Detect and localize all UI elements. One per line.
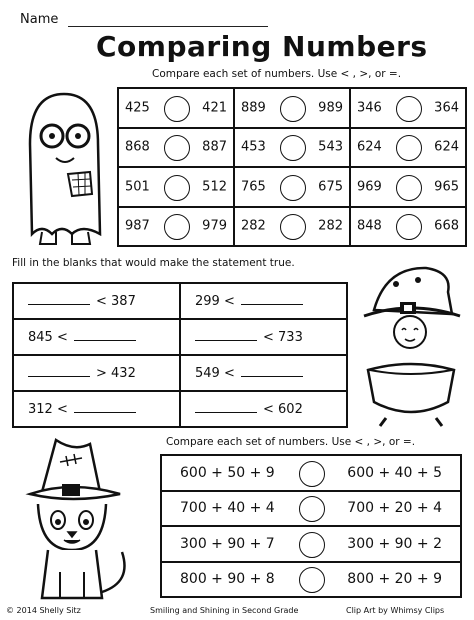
table-row [161,455,461,491]
right-number: 979 [202,218,227,234]
answer-circle[interactable] [299,461,325,487]
number-text: 299 < [195,293,235,309]
right-expression: 700 + 20 + 4 [347,500,442,517]
blank-cell [180,283,347,319]
left-number: 987 [125,218,150,234]
blank-input[interactable] [241,376,303,377]
footer-copyright: © 2014 Shelly Sitz [6,606,81,615]
answer-circle[interactable] [280,96,306,122]
table-row [13,355,347,391]
compare-cell [234,128,350,168]
table-row [118,88,466,128]
answer-circle[interactable] [299,532,325,558]
compare-cell [350,88,466,128]
table-row [13,319,347,355]
left-number: 765 [241,179,266,195]
ghost-clipart-icon [12,84,112,254]
compare-cell [350,167,466,207]
section3-instruction: Compare each set of numbers. Use < , >, or =. [166,436,416,448]
left-expression: 800 + 90 + 8 [180,571,275,588]
left-number: 501 [125,179,150,195]
right-number: 675 [318,179,343,195]
compare-cell [350,207,466,247]
blank-cell [180,391,347,427]
number-text: 549 < [195,365,235,381]
blank-input[interactable] [74,340,136,341]
section2-instruction: Fill in the blanks that would make the statement true. [12,257,295,269]
left-number: 848 [357,218,382,234]
left-number: 969 [357,179,382,195]
right-number: 364 [434,100,459,116]
table-row [13,283,347,319]
number-text: > 432 [96,365,136,381]
compare-cell [118,88,234,128]
answer-circle[interactable] [396,135,422,161]
right-number: 668 [434,218,459,234]
blank-cell [180,355,347,391]
blank-cell [13,391,180,427]
table-row [13,391,347,427]
right-number: 512 [202,179,227,195]
compare-cell [118,167,234,207]
cat-clipart-icon [12,432,152,604]
left-number: 346 [357,100,382,116]
answer-circle[interactable] [164,175,190,201]
answer-circle[interactable] [164,96,190,122]
left-number: 453 [241,139,266,155]
right-number: 543 [318,139,343,155]
answer-circle[interactable] [280,175,306,201]
right-number: 421 [202,100,227,116]
table-row [161,491,461,527]
right-expression: 800 + 20 + 9 [347,571,442,588]
left-number: 425 [125,100,150,116]
right-number: 989 [318,100,343,116]
right-expression: 300 + 90 + 2 [347,535,442,552]
expression-compare-cell [161,562,461,598]
answer-circle[interactable] [164,214,190,240]
right-number: 282 [318,218,343,234]
name-label: Name [20,12,59,27]
compare-cell [234,88,350,128]
blank-input[interactable] [195,340,257,341]
number-text: < 733 [263,329,303,345]
blank-cell [13,355,180,391]
blank-input[interactable] [28,376,90,377]
blank-input[interactable] [74,412,136,413]
compare-cell [234,167,350,207]
witch-clipart-icon [356,262,466,427]
compare-table-1 [117,87,467,247]
footer-credit: Clip Art by Whimsy Clips [346,606,445,615]
table-row [161,562,461,598]
compare-cell [118,207,234,247]
answer-circle[interactable] [396,96,422,122]
answer-circle[interactable] [299,496,325,522]
expression-compare-cell [161,526,461,562]
number-text: < 387 [96,293,136,309]
left-number: 889 [241,100,266,116]
left-number: 624 [357,139,382,155]
number-text: 845 < [28,329,68,345]
right-number: 624 [434,139,459,155]
blank-cell [13,283,180,319]
page-title: Comparing Numbers [96,30,428,63]
left-number: 868 [125,139,150,155]
table-row [118,167,466,207]
compare-table-2 [160,454,462,598]
table-row [118,128,466,168]
blank-input[interactable] [195,412,257,413]
left-expression: 700 + 40 + 4 [180,500,275,517]
compare-cell [350,128,466,168]
blank-cell [180,319,347,355]
answer-circle[interactable] [396,214,422,240]
left-number: 282 [241,218,266,234]
compare-cell [118,128,234,168]
fill-blank-table [12,282,348,428]
number-text: < 602 [263,401,303,417]
answer-circle[interactable] [164,135,190,161]
right-number: 965 [434,179,459,195]
answer-circle[interactable] [299,567,325,593]
left-expression: 600 + 50 + 9 [180,464,275,481]
number-text: 312 < [28,401,68,417]
footer-center-text: Smiling and Shining in Second Grade [150,606,299,615]
blank-input[interactable] [241,304,303,305]
section1-instruction: Compare each set of numbers. Use < , >, or =. [152,68,402,80]
answer-circle[interactable] [280,214,306,240]
name-field[interactable] [68,26,268,27]
answer-circle[interactable] [396,175,422,201]
table-row [161,526,461,562]
right-expression: 600 + 40 + 5 [347,464,442,481]
answer-circle[interactable] [280,135,306,161]
left-expression: 300 + 90 + 7 [180,535,275,552]
blank-input[interactable] [28,304,90,305]
right-number: 887 [202,139,227,155]
expression-compare-cell [161,491,461,527]
table-row [118,207,466,247]
expression-compare-cell [161,455,461,491]
blank-cell [13,319,180,355]
compare-cell [234,207,350,247]
